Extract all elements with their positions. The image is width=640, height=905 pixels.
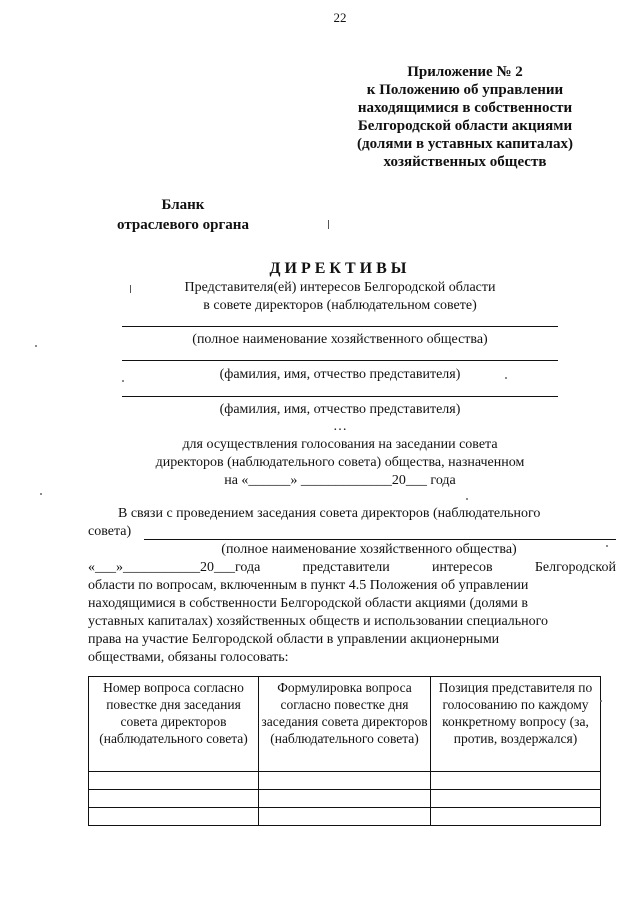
representative-1-line xyxy=(122,360,558,361)
table-cell xyxy=(431,808,601,826)
letterhead-blank xyxy=(113,195,253,235)
subtitle-line-1: Представителя(ей) интересов Белгородской области xyxy=(184,280,496,295)
appendix-line: к Положению об управлении xyxy=(366,82,564,98)
header-question-number: Номер вопроса согласно повестке дня заседания совета директоров (наблюдательного совета) xyxy=(89,677,259,772)
purpose-line-1: для осуществления голосования на заседании совета xyxy=(182,437,498,452)
table-header-row xyxy=(89,677,601,772)
company-name-line xyxy=(122,326,558,327)
representative-1-caption: (фамилия, имя, отчество представителя) xyxy=(219,367,461,382)
appendix-line: Приложение № 2 xyxy=(407,64,523,80)
scan-speck xyxy=(40,493,42,495)
table-row xyxy=(89,790,601,808)
appendix-line: находящимися в собственности xyxy=(357,100,573,116)
purpose-line-2: директоров (наблюдательного совета) общества, назначенном xyxy=(155,455,525,470)
body-line-5: находящимися в собственности Белгородской области акциями (долями в xyxy=(88,596,529,611)
purpose-line-3: на «______» _____________20___ года xyxy=(224,473,456,488)
body-line-3-word: «___»___________20___года xyxy=(88,560,261,575)
scan-speck xyxy=(606,545,608,547)
subtitle-line-2: в совете директоров (наблюдательном совете) xyxy=(203,298,477,313)
body-line-8: обществами, обязаны голосовать: xyxy=(88,650,289,665)
body-line-4: области по вопросам, включенным в пункт 4.5 Положения об управлении xyxy=(88,578,529,593)
body-line-3-word: Белгородской xyxy=(534,560,616,575)
page-number: 22 xyxy=(333,10,347,25)
body-line-3-word: интересов xyxy=(431,560,493,575)
directives-table xyxy=(88,676,601,826)
table-cell xyxy=(431,772,601,790)
scan-speck xyxy=(35,345,37,347)
representative-2-line xyxy=(122,396,558,397)
body-paragraph xyxy=(88,505,616,667)
appendix-line: Белгородской области акциями xyxy=(357,118,573,134)
body-line-2-text: совета) xyxy=(88,524,132,539)
body-line-3-word: представители xyxy=(302,560,390,575)
blank-authority-label: отраслевого органа xyxy=(117,217,249,233)
table-cell xyxy=(431,790,601,808)
scan-speck xyxy=(600,700,602,702)
header-voting-position: Позиция представителя по голосованию по каждому конкретному вопросу (за, против, воздержался) xyxy=(431,677,601,772)
body-company-caption: (полное наименование хозяйственного общества) xyxy=(221,542,517,557)
table-cell xyxy=(259,790,431,808)
appendix-line: хозяйственных обществ xyxy=(383,154,547,170)
scan-mark xyxy=(130,285,131,293)
body-line-2 xyxy=(88,523,616,541)
body-line-3 xyxy=(88,559,616,577)
header-question-wording: Формулировка вопроса согласно повестке дня заседания совета директоров (наблюдательного совета) xyxy=(259,677,431,772)
scan-mark xyxy=(328,220,329,229)
table-row xyxy=(89,808,601,826)
scan-speck xyxy=(505,377,507,379)
representative-2-caption: (фамилия, имя, отчество представителя) xyxy=(219,402,461,417)
table-cell xyxy=(89,790,259,808)
scan-speck xyxy=(122,380,124,382)
body-line-7: права на участие Белгородской области в управлении акционерными xyxy=(88,632,500,647)
document-title: ДИРЕКТИВЫ xyxy=(269,260,411,277)
appendix-line: (долями в уставных капиталах) xyxy=(357,136,573,152)
body-line-6: уставных капиталах) хозяйственных обществ и использовании специального xyxy=(88,614,549,629)
blank-label: Бланк xyxy=(161,197,205,213)
company-name-line-inline xyxy=(144,539,616,540)
appendix-header xyxy=(340,63,590,171)
body-line-1: В связи с проведением заседания совета директоров (наблюдательного xyxy=(118,506,541,521)
table-cell xyxy=(89,772,259,790)
ellipsis: … xyxy=(333,419,347,434)
table-cell xyxy=(259,808,431,826)
table-cell xyxy=(259,772,431,790)
table-row xyxy=(89,772,601,790)
scan-speck xyxy=(466,498,468,500)
table-cell xyxy=(89,808,259,826)
company-name-caption: (полное наименование хозяйственного общества) xyxy=(192,332,488,347)
